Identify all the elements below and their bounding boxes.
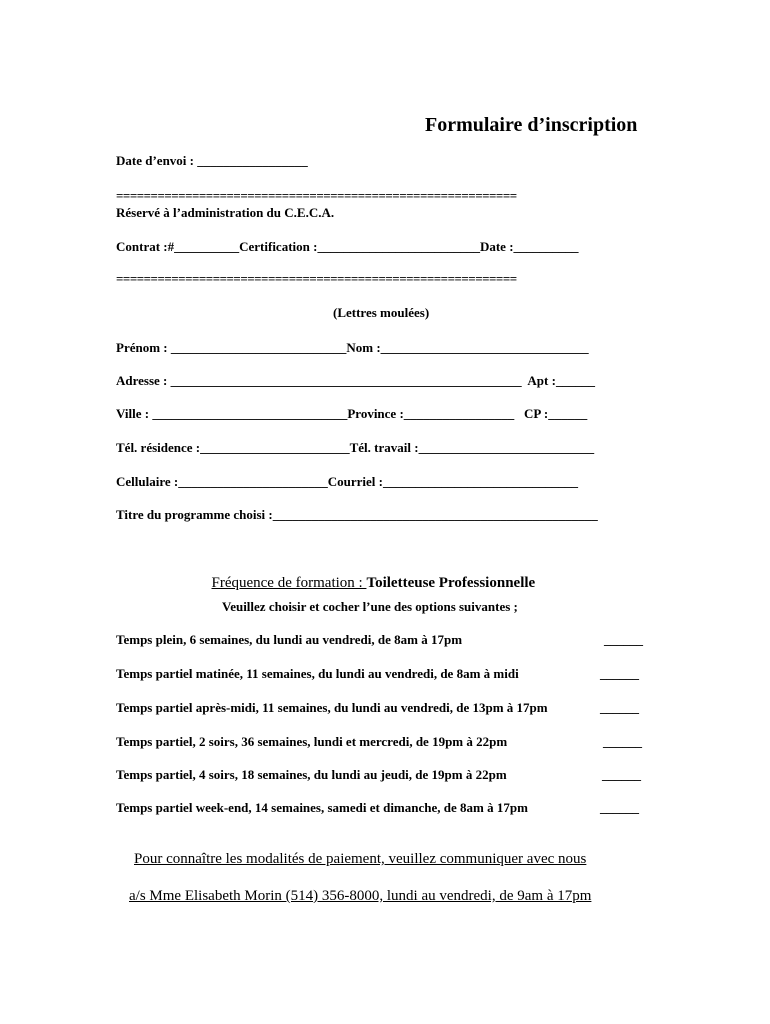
footer-line-2: a/s Mme Elisabeth Morin (514) 356-8000, lundi au vendredi, de 9am à 17pm xyxy=(129,888,592,904)
option-0: Temps plein, 6 semaines, du lundi au vendredi, de 8am à 17pm xyxy=(116,632,463,647)
separator-bottom: ========================================================== xyxy=(116,271,517,286)
admin-contract-line: Contrat :#__________Certification :_________________________Date :__________ xyxy=(116,239,579,254)
cellulaire-field[interactable]: Cellulaire :_______________________Courriel :______________________________ xyxy=(116,474,578,489)
option-5-checkbox[interactable]: ______ xyxy=(600,800,639,815)
option-2-checkbox[interactable]: ______ xyxy=(600,700,639,715)
option-4: Temps partiel, 4 soirs, 18 semaines, du lundi au jeudi, de 19pm à 22pm xyxy=(116,767,507,782)
option-0-checkbox[interactable]: ______ xyxy=(604,632,643,647)
footer-line-1: Pour connaître les modalités de paiement, veuillez communiquer avec nous xyxy=(134,851,587,867)
program-name: Toiletteuse Professionnelle xyxy=(366,575,536,591)
titre-programme-field[interactable]: Titre du programme choisi :__________________________________________________ xyxy=(116,507,598,522)
frequence-line xyxy=(204,561,535,591)
prenom-nom-field[interactable]: Prénom : ___________________________Nom :________________________________ xyxy=(116,340,589,355)
adresse-field[interactable]: Adresse : ______________________________________________________ Apt :______ xyxy=(116,373,595,388)
form-title: Formulaire d’inscription xyxy=(425,114,638,136)
separator-top: ========================================================== xyxy=(116,188,517,203)
option-1: Temps partiel matinée, 11 semaines, du lundi au vendredi, de 8am à midi xyxy=(116,666,519,681)
date-envoi-field[interactable]: Date d’envoi : _________________ xyxy=(116,153,308,168)
lettres-moulees-note: (Lettres moulées) xyxy=(333,305,430,320)
option-5: Temps partiel week-end, 14 semaines, samedi et dimanche, de 8am à 17pm xyxy=(116,800,528,815)
admin-heading: Réservé à l’administration du C.E.C.A. xyxy=(116,205,335,220)
option-2: Temps partiel après-midi, 11 semaines, du lundi au vendredi, de 13pm à 17pm xyxy=(116,700,548,715)
instruction-text: Veuillez choisir et cocher l’une des options suivantes ; xyxy=(222,599,518,614)
option-3-checkbox[interactable]: ______ xyxy=(603,734,642,749)
option-1-checkbox[interactable]: ______ xyxy=(600,666,639,681)
option-4-checkbox[interactable]: ______ xyxy=(602,767,641,782)
option-3: Temps partiel, 2 soirs, 36 semaines, lundi et mercredi, de 19pm à 22pm xyxy=(116,734,508,749)
ville-field[interactable]: Ville : ______________________________Province :_________________ CP :______ xyxy=(116,406,588,421)
telephone-field[interactable]: Tél. résidence :_______________________Tél. travail :___________________________ xyxy=(116,440,595,455)
frequence-label: Fréquence de formation : xyxy=(211,575,367,591)
